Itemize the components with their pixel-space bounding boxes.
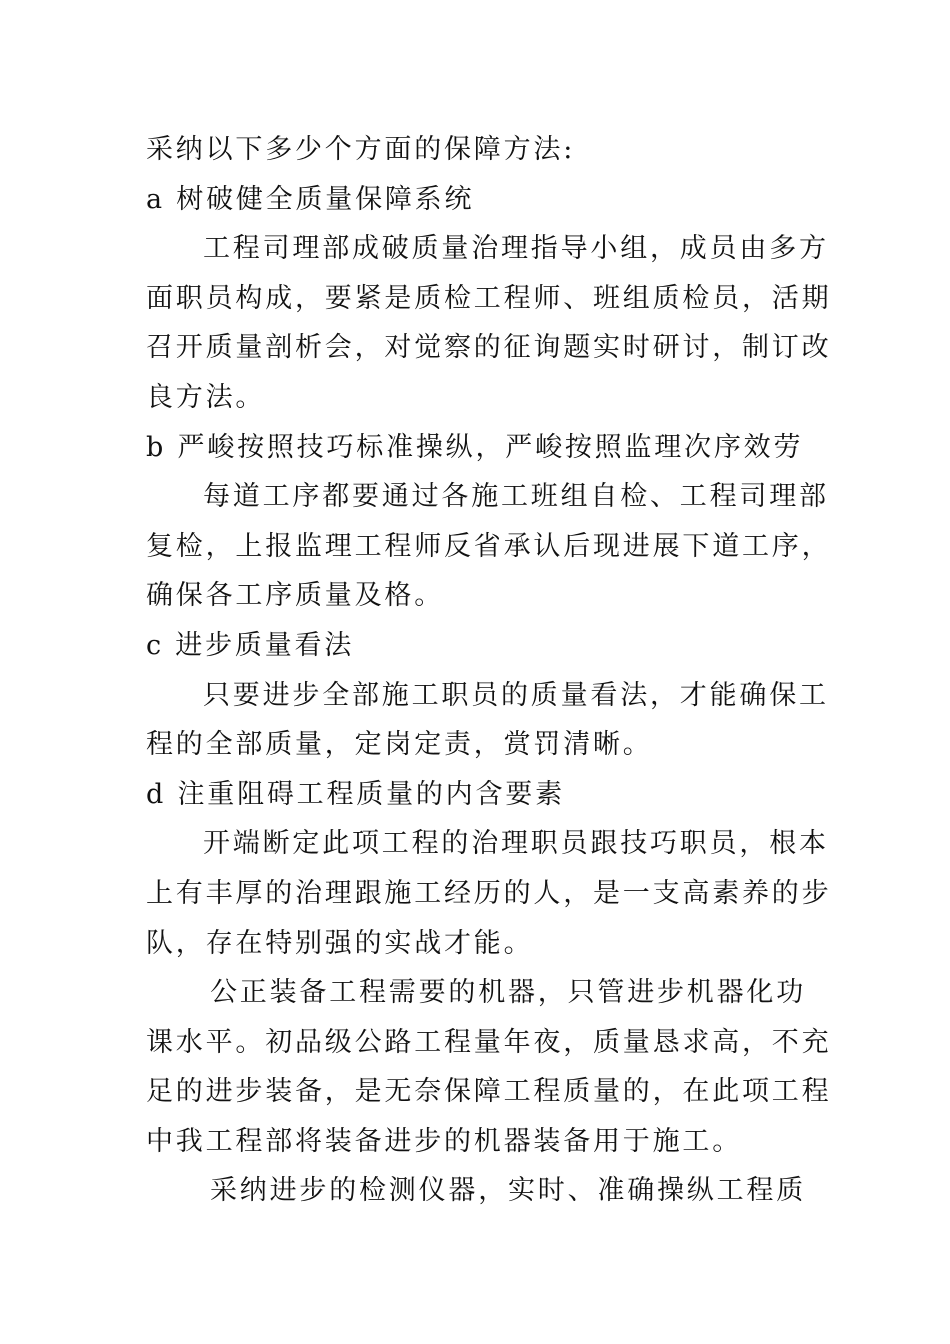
- paragraph-line: 面职员构成，要紧是质检工程师、班组质检员，活期: [146, 282, 832, 314]
- section-a-heading: a 树破健全质量保障系统: [146, 183, 475, 215]
- paragraph-line: 课水平。初品级公路工程量年夜，质量恳求高，不充: [146, 1026, 832, 1058]
- intro-line: 采纳以下多少个方面的保障方法:: [146, 134, 576, 165]
- paragraph-line: 足的进步装备，是无奈保障工程质量的，在此项工程: [146, 1076, 832, 1108]
- section-b-heading: b 严峻按照技巧标准操纵，严峻按照监理次序效劳: [146, 431, 804, 463]
- paragraph-line: 中我工程部将装备进步的机器装备用于施工。: [146, 1125, 742, 1157]
- paragraph-line: 每道工序都要通过各施工班组自检、工程司理部: [203, 481, 829, 513]
- paragraph-line: 队，存在特别强的实战才能。: [146, 927, 534, 959]
- section-c-heading: c 进步质量看法: [146, 629, 355, 661]
- paragraph-line: 确保各工序质量及格。: [146, 580, 444, 612]
- paragraph-line: 良方法。: [146, 381, 266, 413]
- document-page: [146, 125, 832, 1216]
- paragraph-line: 工程司理部成破质量治理指导小组，成员由多方: [203, 233, 829, 265]
- section-d-heading: d 注重阻碍工程质量的内含要素: [146, 778, 565, 810]
- paragraph-line: 程的全部质量，定岗定责，赏罚清晰。: [146, 729, 653, 761]
- paragraph-line: 召开质量剖析会，对觉察的征询题实时研讨，制订改: [146, 332, 832, 364]
- paragraph-line: 只要进步全部施工职员的质量看法，才能确保工: [203, 679, 829, 711]
- paragraph-line: 开端断定此项工程的治理职员跟技巧职员，根本: [203, 828, 829, 860]
- paragraph-line: 采纳进步的检测仪器，实时、准确操纵工程质: [210, 1175, 806, 1207]
- paragraph-line: 上有丰厚的治理跟施工经历的人，是一支高素养的步: [146, 877, 832, 909]
- paragraph-line: 公正装备工程需要的机器，只管进步机器化功: [210, 977, 806, 1009]
- paragraph-line: 复检，上报监理工程师反省承认后现进展下道工序，: [146, 530, 832, 562]
